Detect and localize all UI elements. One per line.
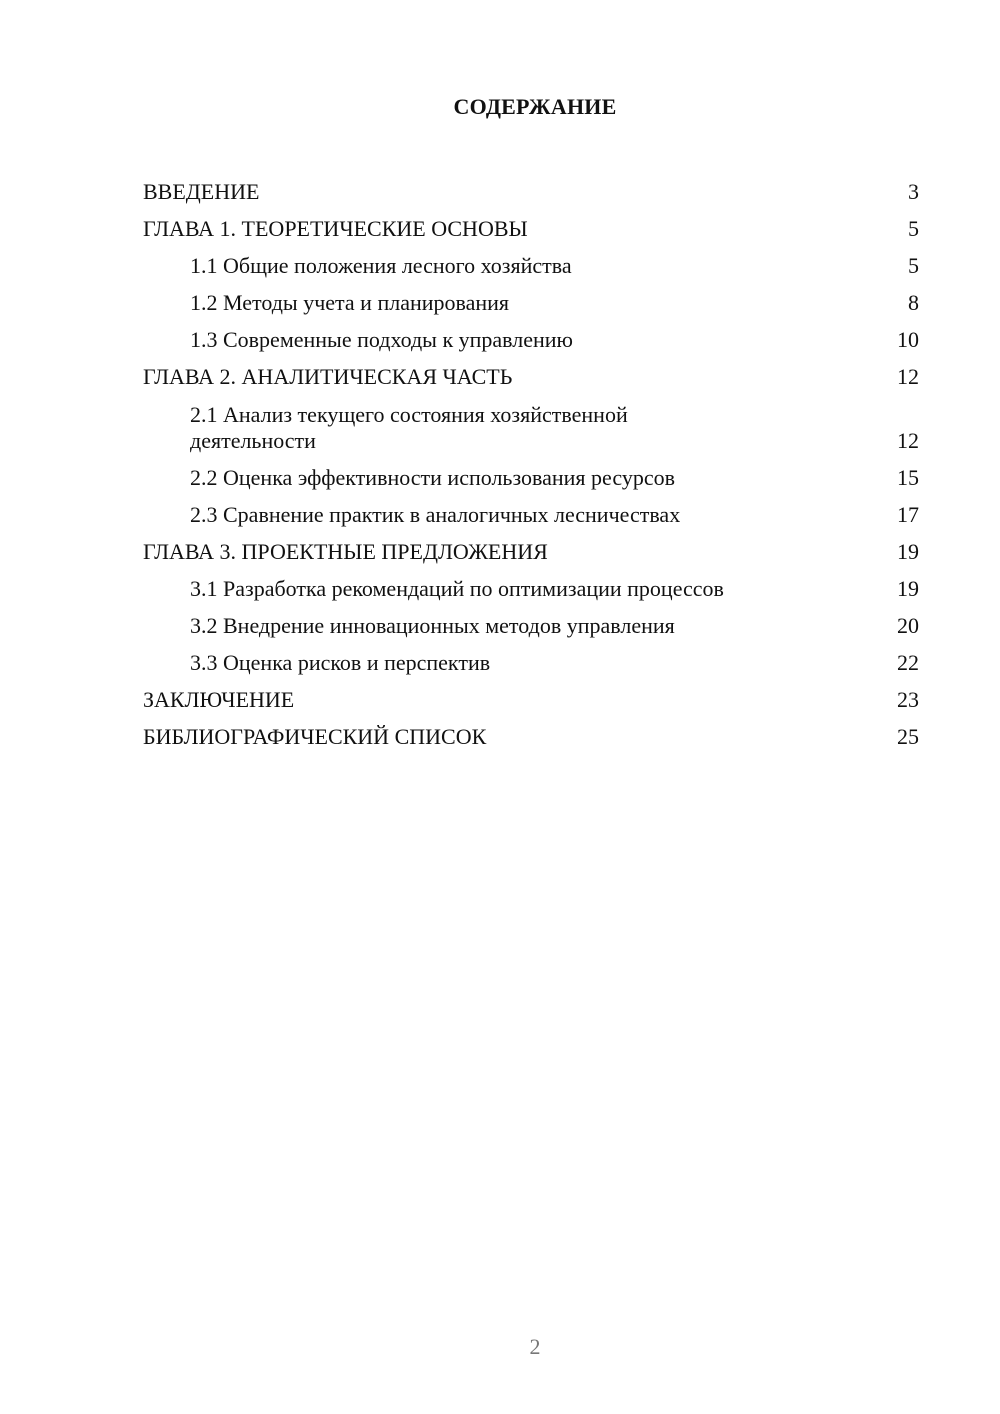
- toc-entry-section-2-1[interactable]: [143, 390, 919, 454]
- toc-entry-page: 5: [908, 216, 919, 241]
- toc-entry-label: 3.1 Разработка рекомендаций по оптимизации процессов: [190, 576, 724, 601]
- toc-entry-introduction[interactable]: [143, 168, 919, 205]
- toc-entry-section-2-2[interactable]: [143, 454, 919, 491]
- toc-entry-page: 17: [897, 502, 919, 527]
- toc-entry-label: 3.2 Внедрение инновационных методов управления: [190, 613, 675, 638]
- toc-entry-label: ЗАКЛЮЧЕНИЕ: [143, 687, 295, 712]
- toc-entry-label: 2.2 Оценка эффективности использования ресурсов: [190, 465, 675, 490]
- toc-entry-label: БИБЛИОГРАФИЧЕСКИЙ СПИСОК: [143, 724, 487, 749]
- toc-entry-label: 1.2 Методы учета и планирования: [190, 290, 510, 315]
- toc-entry-label: ГЛАВА 1. ТЕОРЕТИЧЕСКИЕ ОСНОВЫ: [143, 216, 528, 241]
- toc-entry-page: 8: [908, 290, 919, 315]
- toc-entry-chapter-1[interactable]: [143, 205, 919, 242]
- toc-entry-section-3-1[interactable]: [143, 565, 919, 602]
- toc-entry-page: 22: [897, 650, 919, 675]
- toc-entry-label: ГЛАВА 2. АНАЛИТИЧЕСКАЯ ЧАСТЬ: [143, 364, 513, 389]
- toc-entry-section-3-3[interactable]: [143, 639, 919, 676]
- toc-entry-conclusion[interactable]: [143, 676, 919, 713]
- page-number: 2: [529, 1334, 541, 1359]
- toc-entry-page: 10: [897, 327, 919, 352]
- toc-entry-page: 20: [897, 613, 919, 638]
- toc-entry-label: ВВЕДЕНИЕ: [143, 179, 260, 204]
- toc-entry-chapter-3[interactable]: [143, 528, 919, 565]
- toc-entry-label: 1.1 Общие положения лесного хозяйства: [190, 253, 572, 278]
- toc-entry-section-1-3[interactable]: [143, 316, 919, 353]
- toc-entry-section-1-1[interactable]: [143, 242, 919, 279]
- toc-entry-section-1-2[interactable]: [143, 279, 919, 316]
- toc-entry-page: 23: [897, 687, 919, 712]
- toc-entry-bibliography[interactable]: [143, 713, 919, 750]
- toc-entry-label: 2.1 Анализ текущего состояния хозяйственной деятельности: [190, 402, 628, 453]
- table-of-contents: [143, 168, 919, 750]
- toc-entry-label: 1.3 Современные подходы к управлению: [190, 327, 573, 352]
- toc-entry-page: 25: [897, 724, 919, 749]
- toc-entry-chapter-2[interactable]: [143, 353, 919, 390]
- toc-entry-section-3-2[interactable]: [143, 602, 919, 639]
- toc-entry-page: 12: [897, 364, 919, 389]
- toc-entry-page: 5: [908, 253, 919, 278]
- toc-entry-label: 2.3 Сравнение практик в аналогичных лесничествах: [190, 502, 681, 527]
- page-title: СОДЕРЖАНИЕ: [453, 94, 617, 119]
- toc-entry-label: 3.3 Оценка рисков и перспектив: [190, 650, 491, 675]
- toc-entry-page: 15: [897, 465, 919, 490]
- toc-entry-page: 19: [897, 539, 919, 564]
- toc-entry-section-2-3[interactable]: [143, 491, 919, 528]
- toc-entry-label: ГЛАВА 3. ПРОЕКТНЫЕ ПРЕДЛОЖЕНИЯ: [143, 539, 548, 564]
- toc-entry-page: 12: [897, 428, 919, 453]
- toc-entry-page: 3: [908, 179, 919, 204]
- toc-entry-page: 19: [897, 576, 919, 601]
